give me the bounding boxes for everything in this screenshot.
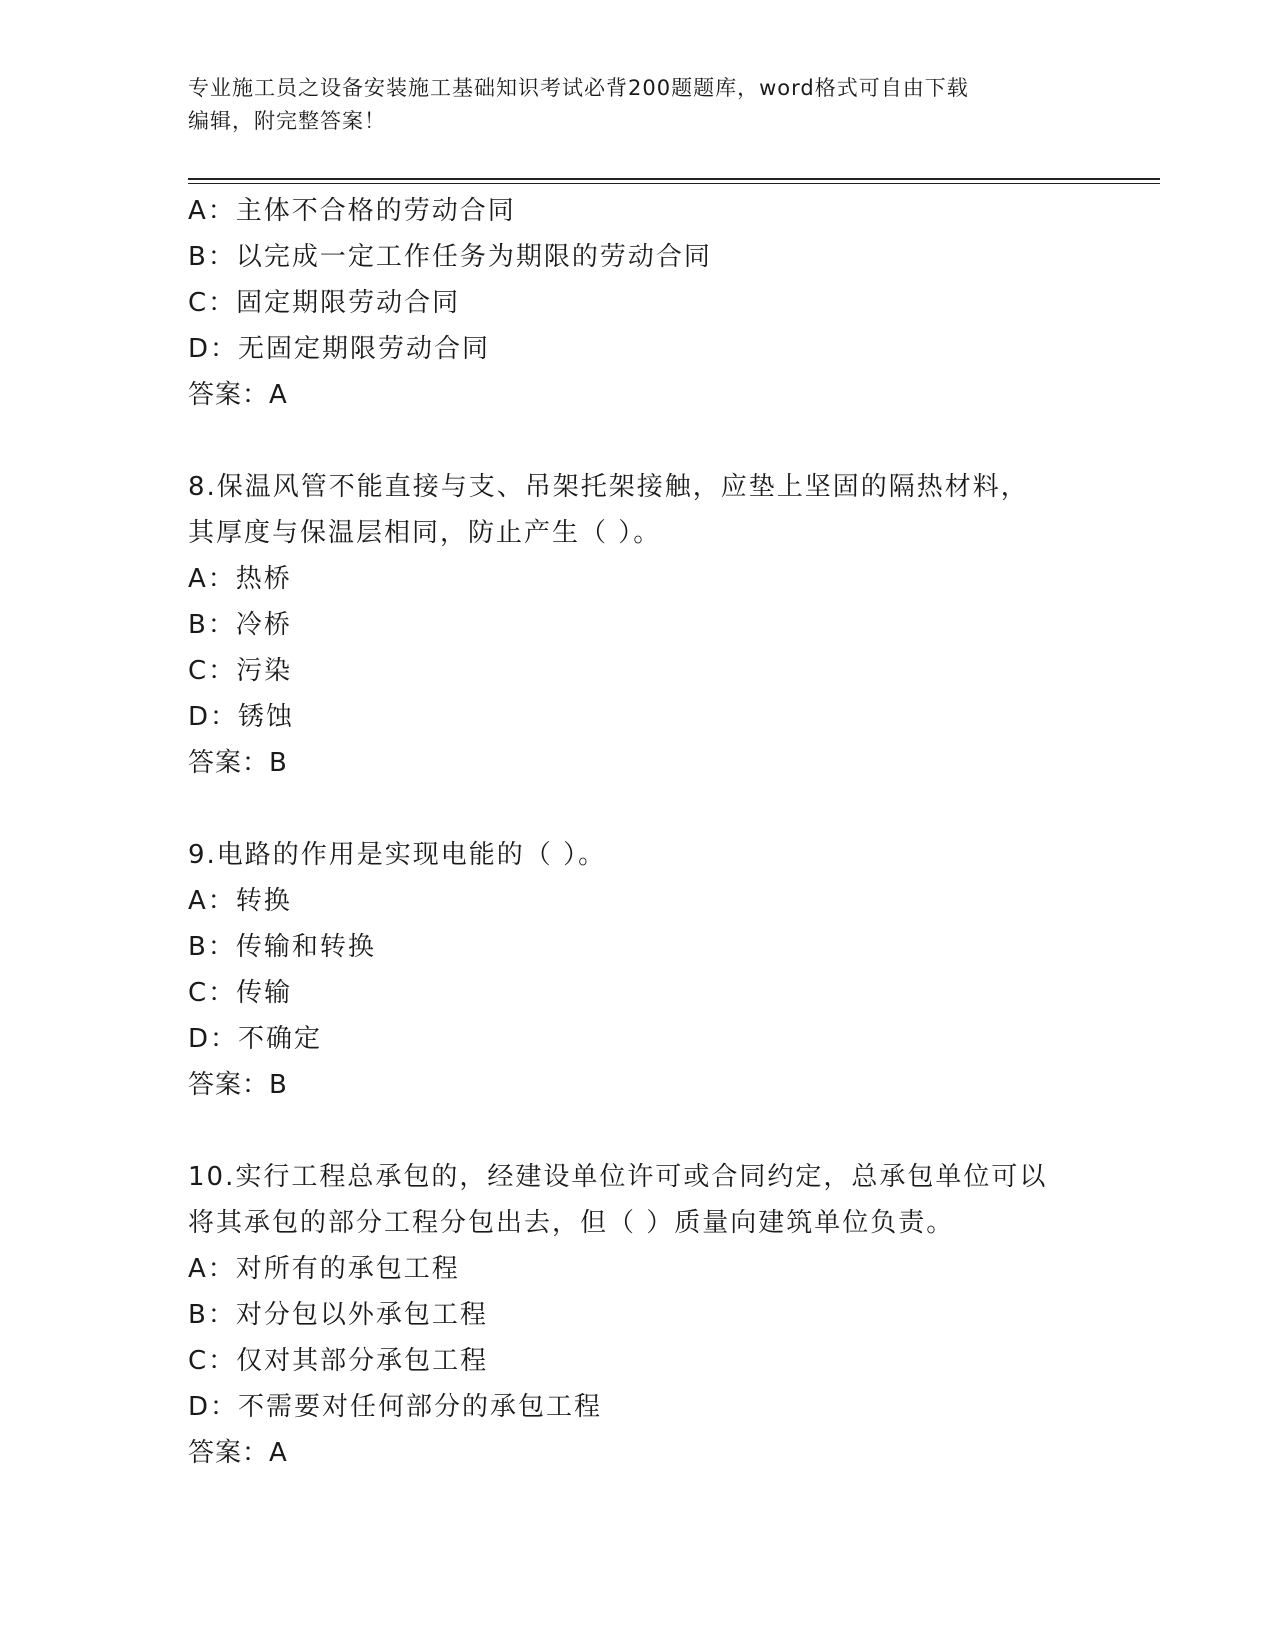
option-b: B：冷桥 bbox=[188, 610, 292, 640]
option-a: A：转换 bbox=[188, 886, 292, 916]
header-line-2: 编辑，附完整答案！ bbox=[188, 109, 386, 133]
option-a: A：热桥 bbox=[188, 564, 292, 594]
question-stem: 10.实行工程总承包的，经建设单位许可或合同约定，总承包单位可以 bbox=[188, 1162, 1048, 1192]
document-header bbox=[188, 72, 1068, 138]
option-a: A：对所有的承包工程 bbox=[188, 1254, 460, 1284]
option-b: B：以完成一定工作任务为期限的劳动合同 bbox=[188, 242, 712, 272]
answer-line: 答案：B bbox=[188, 748, 288, 778]
header-divider bbox=[188, 178, 1160, 180]
option-d: D：不确定 bbox=[188, 1024, 323, 1054]
option-d: D：不需要对任何部分的承包工程 bbox=[188, 1392, 603, 1422]
option-c: C：固定期限劳动合同 bbox=[188, 288, 461, 318]
answer-line: 答案：A bbox=[188, 380, 288, 410]
question-stem: 将其承包的部分工程分包出去，但（ ）质量向建筑单位负责。 bbox=[188, 1208, 955, 1238]
option-d: D：锈蚀 bbox=[188, 702, 295, 732]
option-a: A：主体不合格的劳动合同 bbox=[188, 196, 516, 226]
question-stem: 其厚度与保温层相同，防止产生（ ）。 bbox=[188, 518, 662, 548]
option-c: C：传输 bbox=[188, 978, 293, 1008]
answer-line: 答案：B bbox=[188, 1070, 288, 1100]
answer-line: 答案：A bbox=[188, 1438, 288, 1468]
question-10 bbox=[188, 1154, 1188, 1476]
option-b: B：对分包以外承包工程 bbox=[188, 1300, 488, 1330]
question-8 bbox=[188, 464, 1188, 786]
option-c: C：仅对其部分承包工程 bbox=[188, 1346, 489, 1376]
option-b: B：传输和转换 bbox=[188, 932, 376, 962]
question-9 bbox=[188, 832, 1188, 1108]
option-d: D：无固定期限劳动合同 bbox=[188, 334, 491, 364]
header-line-1: 专业施工员之设备安装施工基础知识考试必背200题题库，word格式可自由下载 bbox=[188, 76, 969, 100]
question-stem: 9.电路的作用是实现电能的（ ）。 bbox=[188, 840, 607, 870]
question-stem: 8.保温风管不能直接与支、吊架托架接触，应垫上坚固的隔热材料， bbox=[188, 472, 1029, 502]
previous-question bbox=[188, 188, 1188, 418]
header-divider-thin bbox=[188, 183, 1160, 184]
option-c: C：污染 bbox=[188, 656, 293, 686]
question-list bbox=[188, 188, 1188, 1476]
